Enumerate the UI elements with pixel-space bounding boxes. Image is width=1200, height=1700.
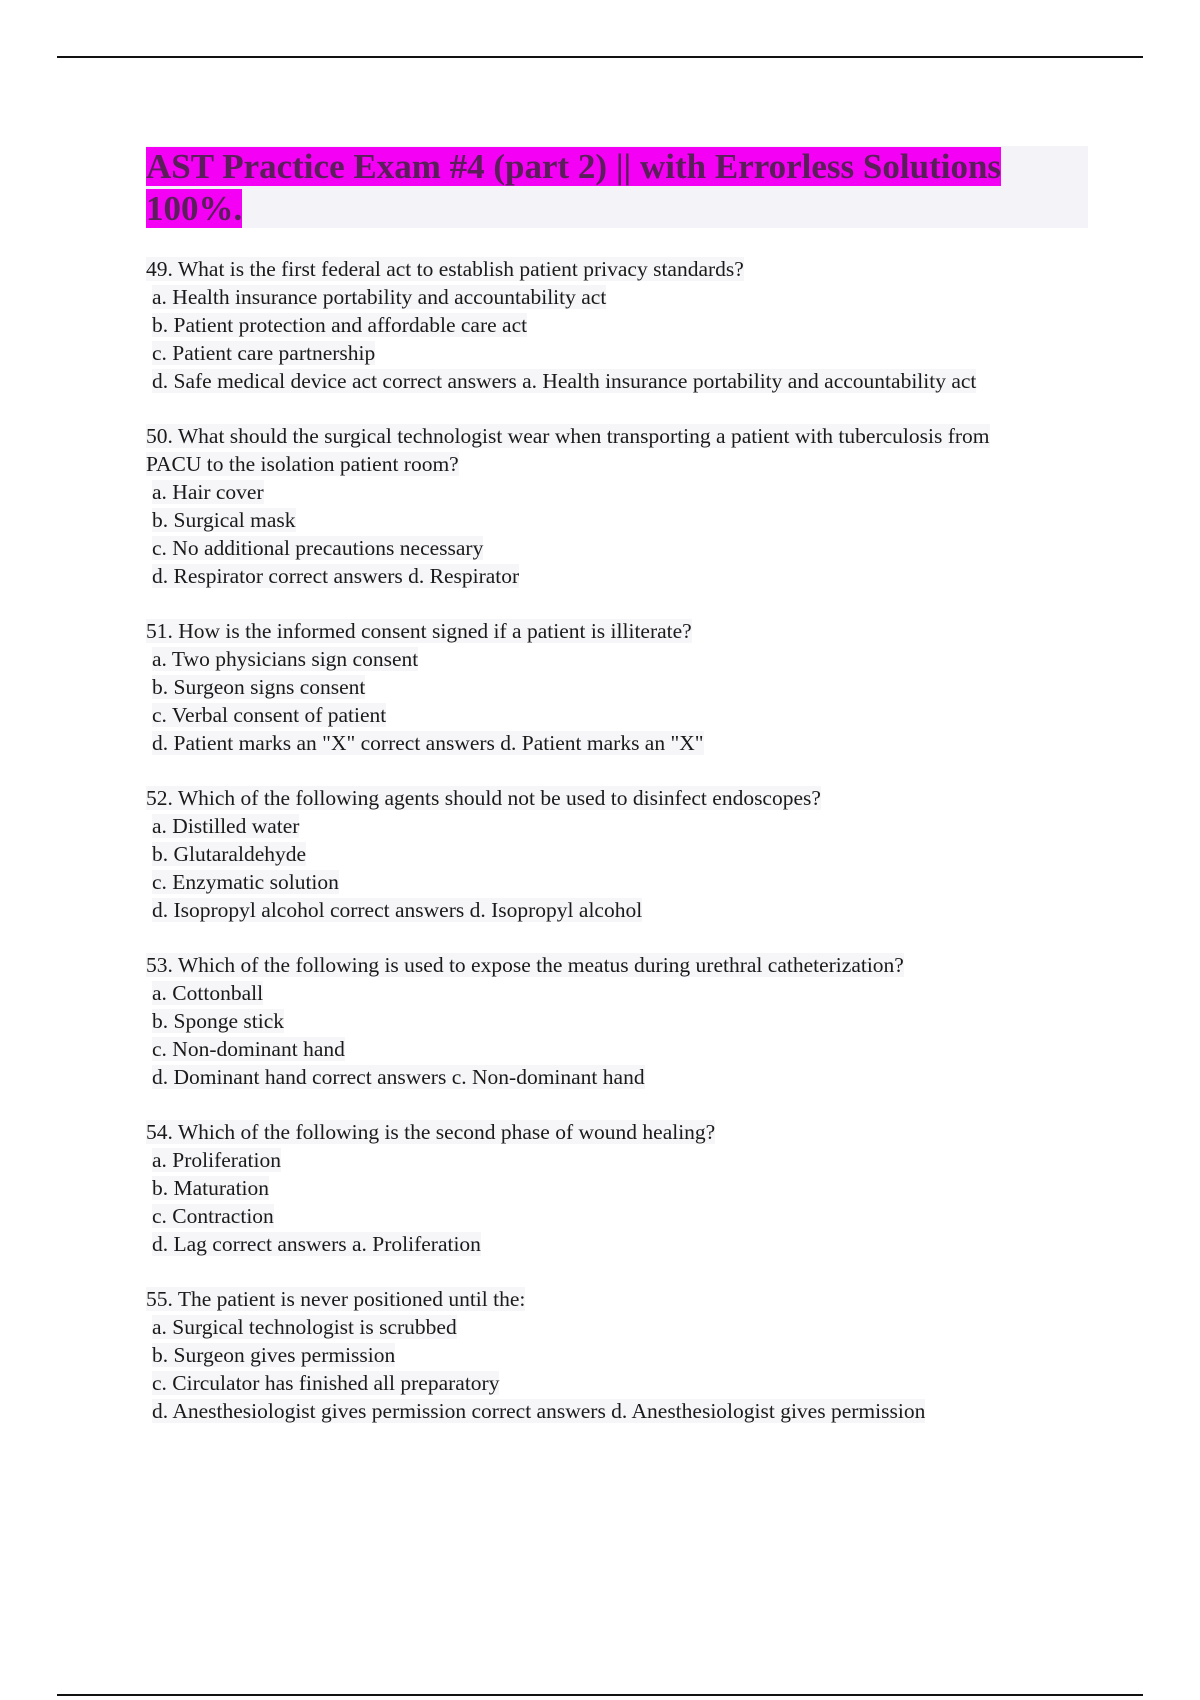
option-b: b. Sponge stick <box>152 1009 284 1033</box>
option-c: c. Enzymatic solution <box>152 870 339 894</box>
option-a: a. Health insurance portability and accountability act <box>152 285 607 309</box>
option-d: d. Lag correct answers a. Proliferation <box>152 1232 481 1256</box>
question-text: 51. How is the informed consent signed if a patient is illiterate? <box>146 619 692 643</box>
top-rule <box>57 56 1143 58</box>
option-b: b. Surgical mask <box>152 508 296 532</box>
option-d: d. Safe medical device act correct answers a. Health insurance portability and accountability act <box>152 369 977 393</box>
option-a: a. Distilled water <box>152 814 300 838</box>
title-block <box>146 146 1088 228</box>
question-49 <box>146 255 1096 395</box>
option-b: b. Patient protection and affordable care act <box>152 313 528 337</box>
question-text: 52. Which of the following agents should not be used to disinfect endoscopes? <box>146 786 821 810</box>
question-text: 50. What should the surgical technologist wear when transporting a patient with tuberculosis from PACU to the isolation patient room? <box>146 424 990 476</box>
title-line-2: 100%. <box>146 189 243 228</box>
option-c: c. Non-dominant hand <box>152 1037 345 1061</box>
question-53 <box>146 951 1096 1091</box>
option-a: a. Two physicians sign consent <box>152 647 419 671</box>
title-line-1: AST Practice Exam #4 (part 2) || with Errorless Solutions <box>146 147 1002 186</box>
option-a: a. Proliferation <box>152 1148 281 1172</box>
option-d: d. Isopropyl alcohol correct answers d. Isopropyl alcohol <box>152 898 643 922</box>
question-55 <box>146 1285 1096 1425</box>
option-b: b. Surgeon signs consent <box>152 675 366 699</box>
page-title <box>146 146 1088 230</box>
bottom-rule <box>57 1694 1143 1696</box>
option-b: b. Surgeon gives permission <box>152 1343 396 1367</box>
option-c: c. Patient care partnership <box>152 341 376 365</box>
question-54 <box>146 1118 1096 1258</box>
option-c: c. Contraction <box>152 1204 274 1228</box>
question-52 <box>146 784 1096 924</box>
question-text: 53. Which of the following is used to expose the meatus during urethral catheterization? <box>146 953 904 977</box>
option-c: c. Circulator has finished all preparatory <box>152 1371 500 1395</box>
question-text: 49. What is the first federal act to establish patient privacy standards? <box>146 257 744 281</box>
question-list <box>146 255 1096 1452</box>
option-a: a. Cottonball <box>152 981 264 1005</box>
option-b: b. Glutaraldehyde <box>152 842 307 866</box>
option-a: a. Hair cover <box>152 480 264 504</box>
option-d: d. Anesthesiologist gives permission correct answers d. Anesthesiologist gives permission <box>152 1399 926 1423</box>
option-a: a. Surgical technologist is scrubbed <box>152 1315 457 1339</box>
question-50 <box>146 422 1096 590</box>
option-d: d. Respirator correct answers d. Respirator <box>152 564 520 588</box>
option-d: d. Dominant hand correct answers c. Non-dominant hand <box>152 1065 645 1089</box>
question-text: 55. The patient is never positioned until the: <box>146 1287 526 1311</box>
option-c: c. Verbal consent of patient <box>152 703 387 727</box>
option-c: c. No additional precautions necessary <box>152 536 484 560</box>
option-b: b. Maturation <box>152 1176 270 1200</box>
question-text: 54. Which of the following is the second phase of wound healing? <box>146 1120 716 1144</box>
question-51 <box>146 617 1096 757</box>
option-d: d. Patient marks an "X" correct answers d. Patient marks an "X" <box>152 731 704 755</box>
